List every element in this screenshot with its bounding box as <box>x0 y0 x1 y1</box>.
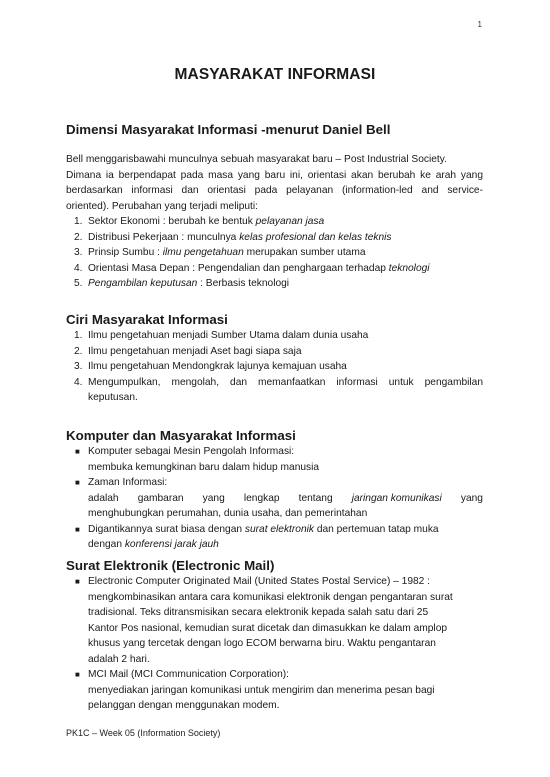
text: dengan <box>88 539 125 550</box>
list-item <box>66 276 483 292</box>
text: Orientasi Masa Depan : Pengendalian dan penghargaan terhadap <box>88 262 389 274</box>
text: Digantikannya surat biasa dengan <box>88 523 245 535</box>
list-number: 2. <box>74 345 83 357</box>
text: Zaman Informasi: <box>88 477 168 488</box>
text: mengkombinasikan antara cara komunikasi elektronik dengan pengantaran surat <box>88 591 453 603</box>
section-ciri <box>66 311 483 406</box>
text: Ilmu pengetahuan menjadi Aset bagi siapa saja <box>88 345 302 357</box>
emphasis: jaringan komunikasi <box>351 492 442 504</box>
text: pelanggan dengan menggunakan modem. <box>88 700 280 711</box>
text: MCI Mail (MCI Communication Corporation): <box>88 669 289 680</box>
text: : Berbasis teknologi <box>197 278 290 289</box>
section-heading: Surat Elektronik (Electronic Mail) <box>66 558 275 573</box>
bullet-icon: ■ <box>75 447 80 456</box>
text: Ilmu pengetahuan menjadi Sumber Utama dalam dunia usaha <box>88 330 369 341</box>
paragraph <box>66 152 483 214</box>
emphasis: kelas profesional dan kelas teknis <box>239 231 392 243</box>
komputer-list <box>66 444 483 553</box>
word: yang <box>202 492 225 504</box>
section-komputer <box>66 427 483 553</box>
section-heading: Komputer dan Masyarakat Informasi <box>66 428 296 443</box>
list-item <box>66 522 483 553</box>
paragraph-line: berdasarkan informasi dan orientasi pada pelayanan (information-led and service- <box>66 185 483 196</box>
text: adalah 2 hari. <box>88 653 150 665</box>
paragraph-line: Dimana ia berpendapat pada masa yang baru ini, orientasi akan berubah ke arah yang <box>66 169 483 181</box>
section-heading: Ciri Masyarakat Informasi <box>66 312 228 327</box>
bullet-icon: ■ <box>75 524 80 534</box>
list-item <box>66 344 483 360</box>
text: Bell menggarisbawahi munculnya sebuah masyarakat baru – Post Industrial Society. <box>66 154 447 165</box>
text: Electronic Computer Originated Mail (United States Postal Service) – 1982 : <box>88 576 431 587</box>
page-footer: PK1C – Week 05 (Information Society) <box>66 728 221 738</box>
emphasis: Pengambilan keputusan <box>88 278 198 289</box>
list-item <box>66 261 483 277</box>
section-dimensi <box>66 121 483 292</box>
text: Mengumpulkan, mengolah, dan memanfaatkan informasi untuk pengambilan <box>88 376 483 388</box>
text: menghubungkan perumahan, dunia usaha, dan pemerintahan <box>88 508 368 519</box>
page-number: 1 <box>477 20 482 29</box>
list-item <box>66 667 483 714</box>
bullet-icon: ■ <box>75 670 80 679</box>
emphasis: teknologi <box>388 262 430 274</box>
list-item <box>66 328 483 344</box>
text: Komputer sebagai Mesin Pengolah Informasi: <box>88 446 295 457</box>
text: Distribusi Pekerjaan : munculnya <box>88 231 240 243</box>
list-item <box>66 230 483 246</box>
paragraph-line <box>66 152 483 168</box>
bullet-icon: ■ <box>75 577 80 586</box>
changes-list <box>66 214 483 292</box>
word: yang <box>460 492 483 504</box>
text: keputusan. <box>88 392 138 403</box>
word: gambaran <box>137 492 184 504</box>
emphasis: pelayanan jasa <box>255 216 325 227</box>
list-number: 1. <box>74 330 83 341</box>
list-item <box>66 359 483 375</box>
text: membuka kemungkinan baru dalam hidup manusia <box>88 461 320 473</box>
list-number: 4. <box>74 262 83 274</box>
emphasis: ilmu pengetahuan <box>162 247 244 258</box>
list-number: 1. <box>74 216 83 227</box>
list-number: 3. <box>74 247 83 258</box>
list-number: 4. <box>74 376 83 388</box>
text: Sektor Ekonomi : berubah ke bentuk <box>88 216 256 227</box>
word: lengkap <box>243 492 280 504</box>
list-item <box>66 475 483 522</box>
justified-line <box>88 491 483 507</box>
text: tradisional. Teks ditransmisikan secara elektronik kepada salah satu dari 25 <box>88 607 429 618</box>
text: Ilmu pengetahuan Mendongkrak lajunya kemajuan usaha <box>88 361 347 372</box>
emphasis: konferensi jarak jauh <box>124 539 219 550</box>
document-title: MASYARAKAT INFORMASI <box>174 66 376 83</box>
text: menyediakan jaringan komunikasi untuk mengirim dan menerima pesan bagi <box>88 684 435 696</box>
section-heading: Dimensi Masyarakat Informasi -menurut Daniel Bell <box>66 122 391 137</box>
text-line <box>88 522 483 538</box>
list-item <box>66 574 483 667</box>
text: Kantor Pos nasional, kemudian surat dicetak dan dimasukkan ke dalam amplop <box>88 622 448 634</box>
paragraph-line: oriented). Perubahan yang terjadi meliputi: <box>66 200 258 212</box>
text: dan pertemuan tatap muka <box>313 523 439 535</box>
text: merupakan sumber utama <box>243 247 366 258</box>
text-line <box>88 537 483 553</box>
email-list <box>66 574 483 714</box>
list-number: 3. <box>74 361 83 372</box>
text: khusus yang tercetak dengan logo ECOM berwarna biru. Waktu pengantaran <box>88 638 436 649</box>
list-item <box>66 214 483 230</box>
text: Prinsip Sumbu : <box>88 247 163 258</box>
list-item <box>66 375 483 406</box>
bullet-icon: ■ <box>75 478 80 487</box>
word: adalah <box>88 492 119 504</box>
list-number: 5. <box>74 278 83 289</box>
section-email <box>66 557 483 714</box>
list-item <box>66 444 483 475</box>
list-item <box>66 245 483 261</box>
ciri-list <box>66 328 483 406</box>
list-number: 2. <box>74 231 83 243</box>
emphasis: surat elektronik <box>244 523 314 535</box>
word: tentang <box>298 492 333 504</box>
